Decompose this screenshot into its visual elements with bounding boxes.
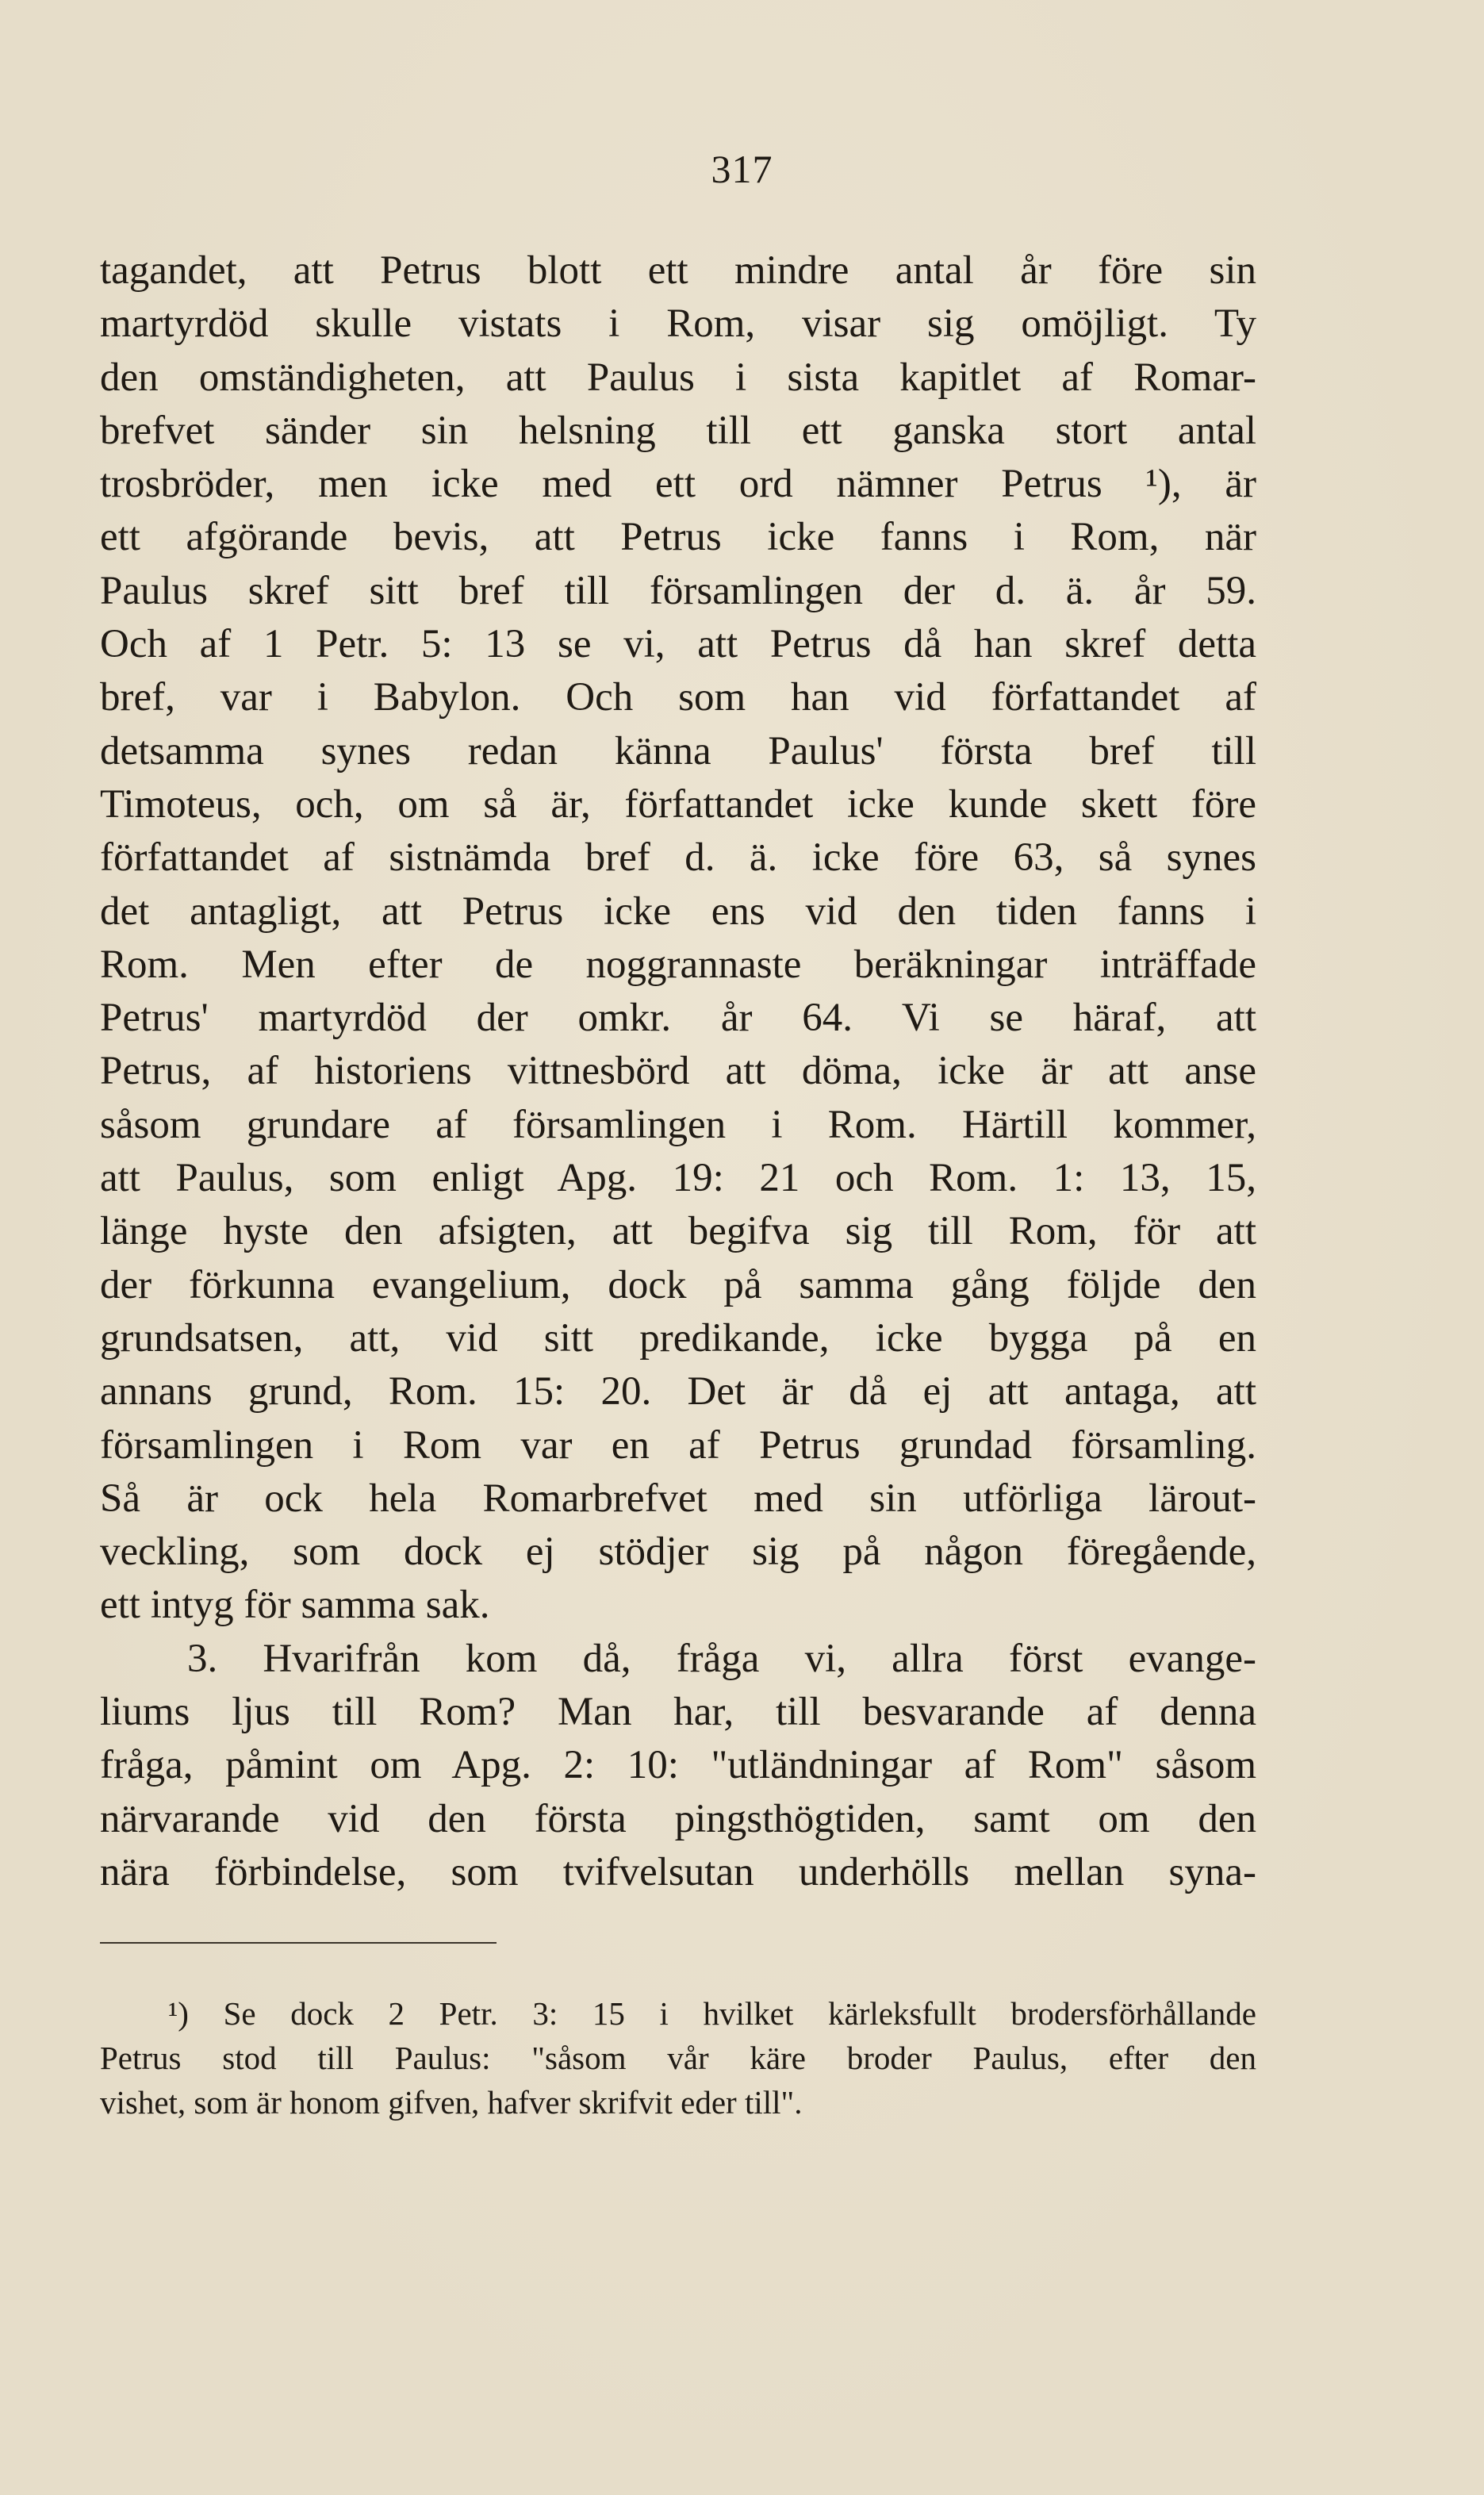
text-line: Petrus' martyrdöd der omkr. år 64. Vi se häraf, att <box>100 996 1256 1041</box>
text-line: såsom grundare af församlingen i Rom. Härtill kommer, <box>100 1102 1256 1147</box>
text-line: den omständigheten, att Paulus i sista kapitlet af Romar- <box>100 355 1256 400</box>
footnotes <box>100 1991 1256 2125</box>
text-line: författandet af sistnämda bref d. ä. icke före 63, så synes <box>100 835 1256 881</box>
text-line: närvarande vid den första pingsthögtiden, samt om den <box>100 1796 1256 1841</box>
text-line: ett afgörande bevis, att Petrus icke fanns i Rom, när <box>100 515 1256 560</box>
text-line: der förkunna evangelium, dock på samma gång följde den <box>100 1262 1256 1307</box>
text-line: Och af 1 Petr. 5: 13 se vi, att Petrus då han skref detta <box>100 622 1256 667</box>
text-line: Timoteus, och, om så är, författandet icke kunde skett före <box>100 781 1256 827</box>
text-line: nära förbindelse, som tvifvelsutan underhölls mellan syna- <box>100 1849 1256 1894</box>
paragraph-end-line: ett intyg för samma sak. <box>100 1583 490 1628</box>
text-line: trosbröder, men icke med ett ord nämner Petrus ¹), är <box>100 462 1256 507</box>
text-line: att Paulus, som enligt Apg. 19: 21 och Rom. 1: 13, 15, <box>100 1156 1256 1201</box>
text-line: länge hyste den afsigten, att begifva sig till Rom, för att <box>100 1209 1256 1254</box>
text-line: martyrdöd skulle vistats i Rom, visar sig omöjligt. Ty <box>100 301 1256 347</box>
text-line: detsamma synes redan känna Paulus' första bref till <box>100 728 1256 773</box>
text-line: annans grund, Rom. 15: 20. Det är då ej att antaga, att <box>100 1369 1256 1414</box>
text-line: grundsatsen, att, vid sitt predikande, icke bygga på en <box>100 1315 1256 1361</box>
text-line: liums ljus till Rom? Man har, till besvarande af denna <box>100 1690 1256 1735</box>
body-text <box>100 244 1256 1899</box>
footnote-divider <box>100 1942 497 1944</box>
text-line: Paulus skref sitt bref till församlingen der d. ä. år 59. <box>100 568 1256 613</box>
text-line: veckling, som dock ej stödjer sig på någon föregående, <box>100 1530 1256 1575</box>
footnote-line: Petrus stod till Paulus: "såsom vår käre broder Paulus, efter den <box>100 2040 1256 2076</box>
text-line: tagandet, att Petrus blott ett mindre antal år före sin <box>100 248 1256 293</box>
text-line: brefvet sänder sin helsning till ett ganska stort antal <box>100 408 1256 453</box>
footnote-line: vishet, som är honom gifven, hafver skrifvit eder till". <box>100 2084 803 2121</box>
text-line: det antagligt, att Petrus icke ens vid den tiden fanns i <box>100 889 1256 934</box>
text-line: Så är ock hela Romarbrefvet med sin utförliga lärout- <box>100 1476 1256 1521</box>
text-line: församlingen i Rom var en af Petrus grundad församling. <box>100 1422 1256 1468</box>
text-line: fråga, påmint om Apg. 2: 10: "utländningar af Rom" såsom <box>100 1743 1256 1788</box>
text-line: bref, var i Babylon. Och som han vid författandet af <box>100 675 1256 720</box>
text-line: Rom. Men efter de noggrannaste beräkningar inträffade <box>100 942 1256 987</box>
section-start-line: 3. Hvarifrån kom då, fråga vi, allra först evange- <box>187 1636 1256 1681</box>
text-line: Petrus, af historiens vittnesbörd att döma, icke är att anse <box>100 1049 1256 1094</box>
footnote-line: ¹) Se dock 2 Petr. 3: 15 i hvilket kärleksfullt brodersförhållande <box>168 1995 1256 2032</box>
page-number: 317 <box>711 147 773 191</box>
